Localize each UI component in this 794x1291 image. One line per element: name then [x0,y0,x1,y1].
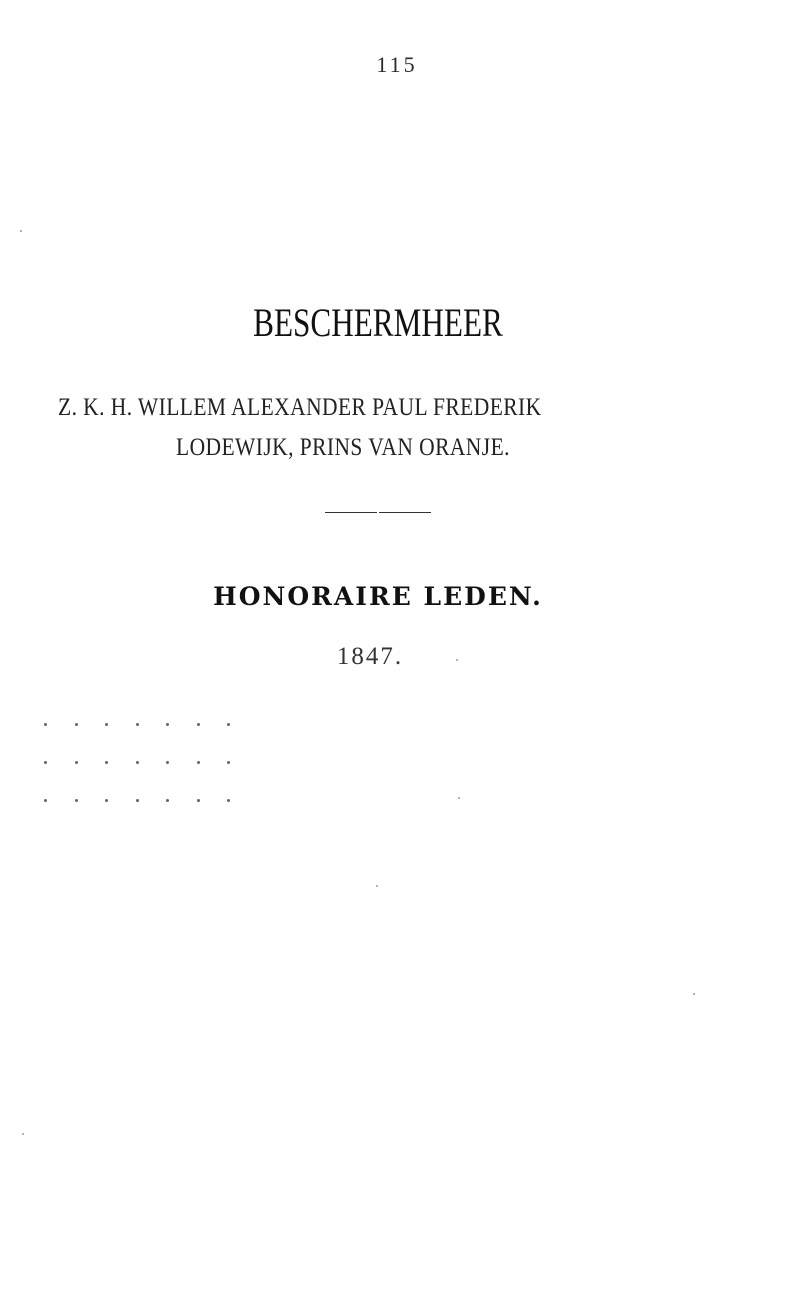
leader-dot [166,761,169,764]
section-divider [325,512,431,513]
patron-line-1: Z. K. H. WILLEM ALEXANDER PAUL FREDERIK [58,394,542,421]
leader-dot [227,723,230,726]
leader-dot [44,799,47,802]
leader-dot [136,799,139,802]
patron-block [58,388,678,468]
print-speck [456,659,458,661]
leader-dot [105,723,108,726]
leader-dot [197,723,200,726]
dot-leader-row [44,743,230,781]
heading-beschermheer: BESCHERMHEER [253,300,503,345]
leader-dot [75,723,78,726]
leader-dot [44,723,47,726]
leader-dot [75,799,78,802]
print-speck [693,993,695,995]
leader-dot [197,799,200,802]
leader-dot [44,761,47,764]
dot-leader-row [44,705,230,743]
page-number: 115 [376,52,418,77]
leader-dot [136,723,139,726]
leader-dot [197,761,200,764]
dot-leader-row [44,781,230,819]
print-speck [458,797,460,799]
year-label: 1847. [336,643,404,670]
patron-line-2: LODEWIJK, PRINS VAN ORANJE. [176,434,510,461]
section-heading-honoraire-leden: HONORAIRE LEDEN. [213,582,543,611]
leader-dot [227,799,230,802]
leader-dot [166,799,169,802]
print-speck [20,230,22,232]
dot-leaders [44,705,244,819]
print-speck [22,1133,24,1135]
leader-dot [227,761,230,764]
leader-dot [166,723,169,726]
leader-dot [75,761,78,764]
leader-dot [105,799,108,802]
print-speck [376,885,378,887]
leader-dot [136,761,139,764]
leader-dot [105,761,108,764]
